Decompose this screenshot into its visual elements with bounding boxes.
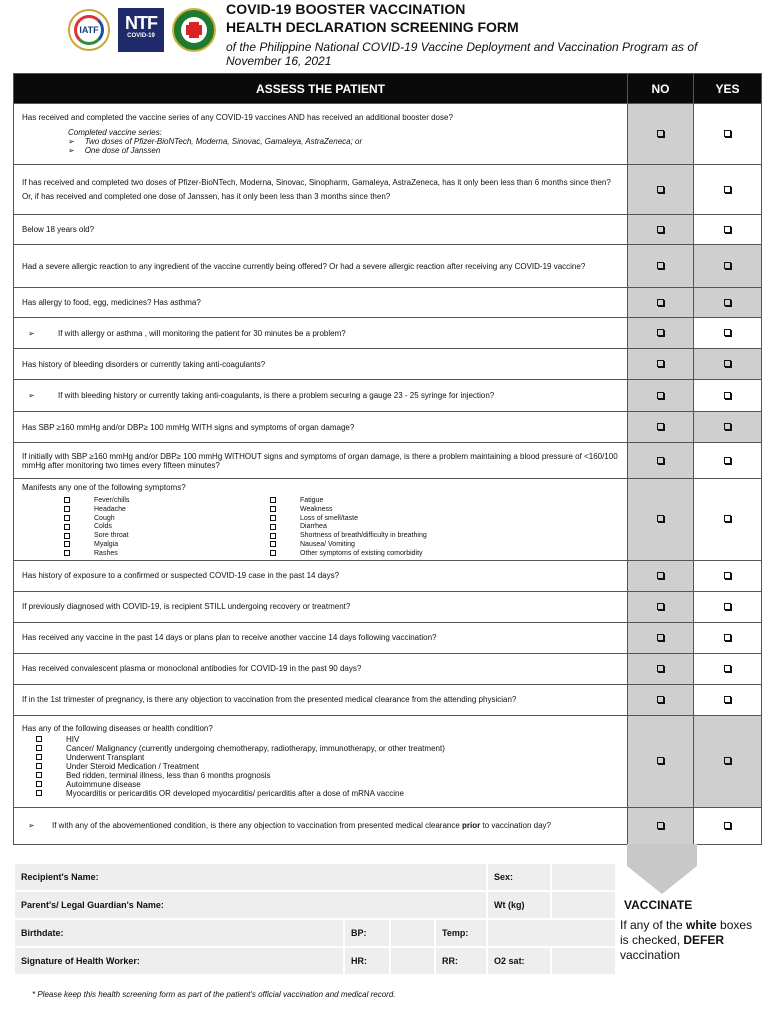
question-cell: Manifests any one of the following symptoms? Fever/chills Fatigue Headache Weakness Cough Loss of smell/taste Colds Diarrhea Sore throat Shortness of breath/difficulty in breathing Myalgia Nausea/ Vomiting Rashes Other symptoms of existing comorbidity — [14, 479, 628, 561]
yes-checkbox[interactable] — [724, 329, 731, 336]
condition-label: Bed ridden, terminal illness, less than 6 months prognosis — [66, 770, 271, 780]
symptom-label: Colds — [94, 523, 112, 531]
symptom-label: Cough — [94, 514, 115, 522]
symptom-item[interactable] — [270, 549, 490, 558]
table-row — [14, 380, 762, 412]
symptom-checkbox[interactable] — [64, 506, 70, 512]
no-checkbox-cell[interactable] — [628, 653, 694, 684]
yes-checkbox-cell[interactable] — [694, 412, 762, 443]
symptom-checkbox[interactable] — [270, 497, 276, 503]
table-row — [14, 684, 762, 715]
yes-checkbox[interactable] — [724, 822, 731, 829]
logo-row — [68, 8, 216, 52]
symptom-label: Weakness — [300, 505, 333, 513]
no-checkbox-cell[interactable] — [628, 412, 694, 443]
no-checkbox[interactable] — [657, 262, 664, 269]
doh-seal-logo — [172, 8, 216, 52]
symptom-label: Sore throat — [94, 532, 129, 540]
no-checkbox-cell[interactable] — [628, 479, 694, 561]
symptom-item[interactable] — [270, 505, 490, 514]
condition-label: HIV — [66, 734, 80, 744]
patient-info-grid — [13, 862, 617, 976]
symptom-item[interactable] — [64, 549, 270, 558]
symptom-item[interactable] — [64, 531, 270, 540]
yes-checkbox-cell[interactable] — [694, 591, 762, 622]
question-cell: Had a severe allergic reaction to any ingredient of the vaccine currently being offered? Or had a severe allergic reaction after receiving any COVID-19 vaccine? — [14, 245, 628, 288]
yes-checkbox[interactable] — [724, 226, 731, 233]
symptom-checkbox[interactable] — [270, 550, 276, 556]
question-cell: Has history of exposure to a confirmed or suspected COVID-19 case in the past 14 days? — [14, 560, 628, 591]
rr-label: RR: — [435, 947, 487, 975]
yes-checkbox[interactable] — [724, 130, 731, 137]
condition-checkbox[interactable] — [36, 736, 42, 742]
yes-checkbox[interactable] — [724, 392, 731, 399]
condition-list — [36, 735, 619, 798]
condition-label: Myocarditis or pericarditis OR developed myocarditis/ pericarditis after a dose of mRNA vaccine — [66, 788, 404, 798]
yes-checkbox-cell[interactable] — [694, 560, 762, 591]
symptom-checkbox[interactable] — [270, 506, 276, 512]
table-row — [14, 622, 762, 653]
symptom-label: Rashes — [94, 549, 118, 557]
yes-checkbox[interactable] — [724, 696, 731, 703]
symptom-item[interactable] — [64, 514, 270, 523]
condition-checkbox[interactable] — [36, 790, 42, 796]
condition-label: Cancer/ Malignancy (currently undergoing chemotherapy, radiotherapy, immunotherapy, or other treatment) — [66, 743, 445, 753]
no-checkbox[interactable] — [657, 457, 664, 464]
condition-item[interactable] — [36, 780, 619, 789]
yes-checkbox-cell[interactable] — [694, 479, 762, 561]
no-checkbox-cell[interactable] — [628, 622, 694, 653]
form-title-line2: HEALTH DECLARATION SCREENING FORM — [226, 19, 519, 35]
no-checkbox[interactable] — [657, 299, 664, 306]
table-row — [14, 215, 762, 245]
no-checkbox[interactable] — [657, 665, 664, 672]
bp-label: BP: — [344, 919, 390, 947]
symptom-item[interactable] — [64, 496, 270, 505]
yes-checkbox-cell[interactable] — [694, 380, 762, 412]
question-cell: Has SBP ≥160 mmHg and/or DBP≥ 100 mmHg WITH signs and symptoms of organ damage? — [14, 412, 628, 443]
symptom-label: Shortness of breath/difficulty in breathing — [300, 532, 427, 540]
condition-checkbox[interactable] — [36, 772, 42, 778]
assess-header: ASSESS THE PATIENT — [14, 74, 628, 104]
symptom-checkbox[interactable] — [64, 515, 70, 521]
recipient-name-field[interactable]: Recipient's Name: — [14, 863, 487, 891]
temp-label: Temp: — [435, 919, 487, 947]
table-row — [14, 591, 762, 622]
yes-checkbox-cell[interactable] — [694, 622, 762, 653]
ntf-logo: NTF COVID-19 — [118, 8, 164, 52]
yes-checkbox[interactable] — [724, 299, 731, 306]
no-checkbox[interactable] — [657, 360, 664, 367]
question-cell: ➢ If with allergy or asthma , will monitoring the patient for 30 minutes be a problem? — [14, 318, 628, 349]
symptom-checkbox[interactable] — [270, 533, 276, 539]
condition-checkbox[interactable] — [36, 763, 42, 769]
hr-label: HR: — [344, 947, 390, 975]
no-checkbox[interactable] — [657, 130, 664, 137]
table-row — [14, 412, 762, 443]
symptom-label: Loss of smell/taste — [300, 514, 358, 522]
defer-instruction: If any of the white boxes is checked, DEFER vaccination — [620, 918, 753, 962]
question-cell: ➢ If with any of the abovementioned condition, is there any objection to vaccination from presented medical clearance prior to vaccination day? — [14, 807, 628, 844]
footer-note: * Please keep this health screening form as part of the patient's official vaccination and medical record. — [32, 990, 396, 999]
no-checkbox[interactable] — [657, 515, 664, 522]
form-header — [0, 0, 768, 72]
yes-checkbox-cell[interactable] — [694, 288, 762, 318]
no-checkbox-cell[interactable] — [628, 684, 694, 715]
condition-checkbox[interactable] — [36, 754, 42, 760]
no-checkbox-cell[interactable] — [628, 245, 694, 288]
symptom-checkbox[interactable] — [64, 497, 70, 503]
yes-checkbox-cell[interactable] — [694, 684, 762, 715]
no-checkbox[interactable] — [657, 603, 664, 610]
yes-header: YES — [694, 74, 762, 104]
yes-checkbox-cell[interactable] — [694, 104, 762, 165]
symptom-label: Other symptoms of existing comorbidity — [300, 549, 423, 557]
no-checkbox-cell[interactable] — [628, 318, 694, 349]
yes-checkbox[interactable] — [724, 515, 731, 522]
yes-checkbox[interactable] — [724, 757, 731, 764]
o2-label: O2 sat: — [487, 947, 551, 975]
form-subtitle: of the Philippine National COVID-19 Vaccine Deployment and Vaccination Program as of November 16, 2021 — [226, 40, 698, 68]
symptom-item[interactable] — [270, 514, 490, 523]
symptom-label: Fever/chills — [94, 496, 130, 504]
temp-field[interactable] — [487, 919, 616, 947]
symptom-checkbox[interactable] — [64, 524, 70, 530]
condition-label: Autoimmune disease — [66, 779, 141, 789]
table-row — [14, 653, 762, 684]
symptom-item[interactable] — [270, 540, 490, 549]
no-checkbox-cell[interactable] — [628, 443, 694, 479]
table-row — [14, 245, 762, 288]
condition-item[interactable] — [36, 771, 619, 780]
yes-checkbox-cell[interactable] — [694, 245, 762, 288]
no-checkbox[interactable] — [657, 822, 664, 829]
table-row — [14, 807, 762, 844]
yes-checkbox[interactable] — [724, 603, 731, 610]
symptom-label: Diarrhea — [300, 523, 327, 531]
question-cell: Has history of bleeding disorders or currently taking anti-coagulants? — [14, 349, 628, 380]
question-cell: Has received and completed the vaccine series of any COVID-19 vaccines AND has received an additional booster dose? Completed vaccine series: ➢ Two doses of Pfizer-BioNTech, Moderna, Sinovac, Gamaleya, AstraZeneca; or ➢ One dose of Janssen — [14, 104, 628, 165]
yes-checkbox-cell[interactable] — [694, 318, 762, 349]
no-checkbox[interactable] — [657, 572, 664, 579]
symptom-checkbox[interactable] — [64, 550, 70, 556]
screening-table — [13, 73, 762, 845]
symptom-checkbox[interactable] — [64, 533, 70, 539]
weight-field[interactable] — [551, 891, 616, 919]
yes-checkbox[interactable] — [724, 457, 731, 464]
condition-checkbox[interactable] — [36, 745, 42, 751]
o2-field[interactable] — [551, 947, 616, 975]
symptom-checkbox[interactable] — [270, 524, 276, 530]
condition-checkbox[interactable] — [36, 781, 42, 787]
yes-checkbox[interactable] — [724, 634, 731, 641]
symptom-label: Fatigue — [300, 496, 324, 504]
no-checkbox-cell[interactable] — [628, 288, 694, 318]
condition-item[interactable] — [36, 744, 619, 753]
question-cell: If initially with SBP ≥160 mmHg and/or DBP≥ 100 mmHg WITHOUT signs and symptoms of organ damage, is there a problem maintaining a blood pressure of <160/100 mmHg after monitoring two times every fifteen minutes? — [14, 443, 628, 479]
weight-label: Wt (kg) — [487, 891, 551, 919]
iatf-logo: IATF — [68, 9, 110, 51]
question-cell: If in the 1st trimester of pregnancy, is there any objection to vaccination from the presented medical clearance from the attending physician? — [14, 684, 628, 715]
symptom-item[interactable] — [270, 531, 490, 540]
symptom-item[interactable] — [64, 522, 270, 531]
question-cell: Has any of the following diseases or health condition? HIV Cancer/ Malignancy (currently undergoing chemotherapy, radiotherapy, immunotherapy, or other treatment) Underwent Transplant Under Steroid Medication / Treatment Bed ridden, terminal illness, less than 6 months prognosis Autoimmune disease Myocarditis or pericarditis OR developed myocarditis/ pericarditis after a dose of mRNA vaccine — [14, 715, 628, 807]
no-checkbox[interactable] — [657, 226, 664, 233]
no-checkbox[interactable] — [657, 329, 664, 336]
no-checkbox[interactable] — [657, 696, 664, 703]
condition-label: Underwent Transplant — [66, 752, 145, 762]
table-row — [14, 715, 762, 807]
no-checkbox[interactable] — [657, 392, 664, 399]
bp-field[interactable] — [390, 919, 435, 947]
form-title-line1: COVID-19 BOOSTER VACCINATION — [226, 1, 466, 17]
symptom-label: Headache — [94, 505, 126, 513]
no-header: NO — [628, 74, 694, 104]
no-checkbox-cell[interactable] — [628, 349, 694, 380]
condition-item[interactable] — [36, 735, 619, 744]
table-row — [14, 318, 762, 349]
no-checkbox[interactable] — [657, 634, 664, 641]
no-checkbox-cell[interactable] — [628, 215, 694, 245]
yes-checkbox-cell[interactable] — [694, 215, 762, 245]
vaccinate-label: VACCINATE — [624, 898, 693, 912]
table-row — [14, 288, 762, 318]
symptom-checkbox[interactable] — [270, 541, 276, 547]
symptom-label: Nausea/ Vomiting — [300, 540, 355, 548]
table-row — [14, 560, 762, 591]
no-checkbox[interactable] — [657, 423, 664, 430]
yes-checkbox[interactable] — [724, 423, 731, 430]
condition-item[interactable] — [36, 753, 619, 762]
table-row — [14, 479, 762, 561]
guardian-name-field[interactable]: Parent's/ Legal Guardian's Name: — [14, 891, 487, 919]
question-cell: Has received convalescent plasma or monoclonal antibodies for COVID-19 in the past 90 days? — [14, 653, 628, 684]
question-cell: If has received and completed two doses of Pfizer-BioNTech, Moderna, Sinovac, Sinopharm, Gamaleya, AstraZeneca, has it only been less than 6 months since then? Or, if has received and completed one dose of Janssen, has it only been less than 3 months since then? — [14, 165, 628, 215]
symptom-checkbox[interactable] — [270, 515, 276, 521]
symptom-item[interactable] — [270, 496, 490, 505]
yes-checkbox-cell[interactable] — [694, 715, 762, 807]
sex-label: Sex: — [487, 863, 551, 891]
no-checkbox-cell[interactable] — [628, 104, 694, 165]
sex-field[interactable] — [551, 863, 616, 891]
question-cell: ➢ If with bleeding history or currently taking anti-coagulants, is there a problem securing a gauge 23 - 25 syringe for injection? — [14, 380, 628, 412]
no-checkbox-cell[interactable] — [628, 380, 694, 412]
yes-checkbox-cell[interactable] — [694, 165, 762, 215]
no-checkbox-cell[interactable] — [628, 807, 694, 844]
symptom-item[interactable] — [64, 505, 270, 514]
no-checkbox-cell[interactable] — [628, 165, 694, 215]
symptom-label: Myalgia — [94, 540, 119, 548]
no-checkbox[interactable] — [657, 757, 664, 764]
yes-checkbox-cell[interactable] — [694, 807, 762, 844]
yes-checkbox-cell[interactable] — [694, 443, 762, 479]
question-cell: If previously diagnosed with COVID-19, is recipient STILL undergoing recovery or treatment? — [14, 591, 628, 622]
birthdate-field[interactable]: Birthdate: — [14, 919, 344, 947]
no-checkbox[interactable] — [657, 186, 664, 193]
question-cell: Has received any vaccine in the past 14 days or plans plan to receive another vaccine 14 days following vaccination? — [14, 622, 628, 653]
no-checkbox-cell[interactable] — [628, 560, 694, 591]
hr-field[interactable] — [390, 947, 435, 975]
table-row — [14, 165, 762, 215]
yes-checkbox[interactable] — [724, 665, 731, 672]
symptom-list — [64, 496, 619, 558]
table-row — [14, 104, 762, 165]
yes-checkbox[interactable] — [724, 262, 731, 269]
table-row — [14, 443, 762, 479]
no-checkbox-cell[interactable] — [628, 591, 694, 622]
symptom-checkbox[interactable] — [64, 541, 70, 547]
yes-checkbox-cell[interactable] — [694, 653, 762, 684]
down-arrow-icon — [627, 844, 697, 894]
yes-checkbox-cell[interactable] — [694, 349, 762, 380]
condition-label: Under Steroid Medication / Treatment — [66, 761, 199, 771]
symptom-item[interactable] — [270, 522, 490, 531]
yes-checkbox[interactable] — [724, 186, 731, 193]
question-cell: Below 18 years old? — [14, 215, 628, 245]
condition-item[interactable] — [36, 762, 619, 771]
yes-checkbox[interactable] — [724, 360, 731, 367]
condition-item[interactable] — [36, 789, 619, 798]
symptom-item[interactable] — [64, 540, 270, 549]
table-row — [14, 349, 762, 380]
question-cell: Has allergy to food, egg, medicines? Has asthma? — [14, 288, 628, 318]
no-checkbox-cell[interactable] — [628, 715, 694, 807]
signature-field[interactable]: Signature of Health Worker: — [14, 947, 344, 975]
yes-checkbox[interactable] — [724, 572, 731, 579]
